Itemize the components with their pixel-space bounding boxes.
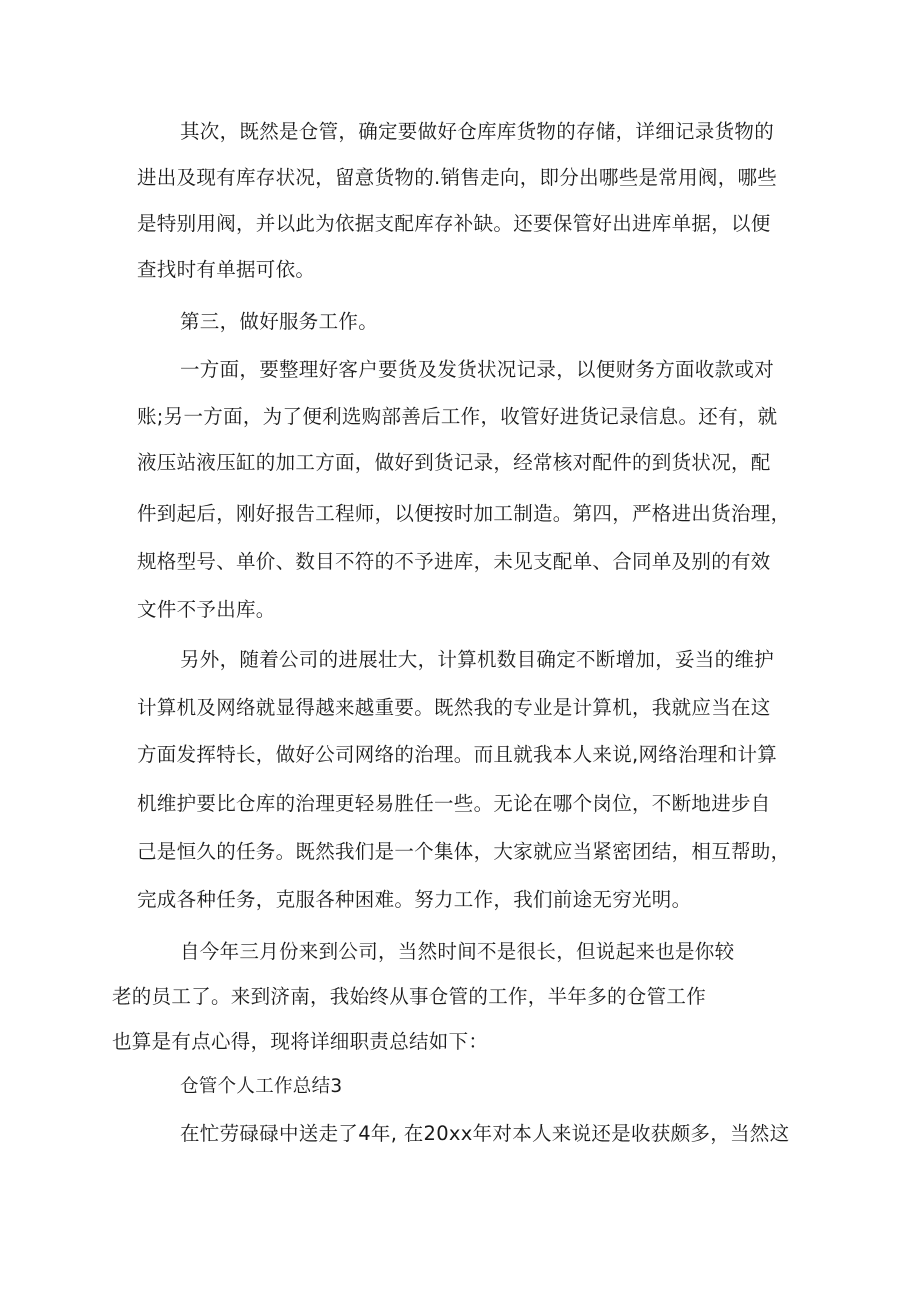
text-line: 计算机及网络就显得越来越重要。既然我的专业是计算机，我就应当在这	[137, 696, 771, 719]
text-line: 是特别用阀，并以此为依据支配库存补缺。还要保管好出进库单据，以便	[137, 212, 771, 235]
section-heading: 第三，做好服务工作。	[180, 310, 379, 333]
section-title: 仓管个人工作总结3	[180, 1076, 343, 1097]
text-line: 规格型号、单价、数目不符的不予进库，未见支配单、合同单及别的有效	[137, 550, 771, 573]
text-line: 机维护要比仓库的治理更轻易胜任一些。无论在哪个岗位，不断地进步自	[137, 792, 771, 815]
text-line: 液压站液压缸的加工方面，做好到货记录，经常核对配件的到货状况，配	[137, 451, 771, 474]
text-line: 老的员工了。来到济南，我始终从事仓管的工作，半年多的仓管工作	[112, 985, 707, 1008]
text-line: 文件不予出库。	[137, 598, 276, 621]
text-line: 另外，随着公司的进展壮大，计算机数目确定不断增加，妥当的维护	[180, 648, 775, 671]
text-line: 一方面，要整理好客户要货及发货状况记录，以便财务方面收款或对	[180, 358, 775, 381]
text-line: 查找时有单据可依。	[137, 258, 316, 281]
text-line: 也算是有点心得，现将详细职责总结如下：	[112, 1030, 489, 1053]
text-line: 其次，既然是仓管，确定要做好仓库库货物的存储，详细记录货物的	[180, 120, 775, 143]
text-line: 件到起后，刚好报告工程师，以便按时加工制造。第四，严格进出货治理，	[137, 502, 791, 525]
text-line: 在忙劳碌碌中送走了4年, 在20xx年对本人来说还是收获颇多，当然这	[180, 1122, 790, 1145]
text-line: 进出及现有库存状况，留意货物的.销售走向，即分出哪些是常用阀，哪些	[137, 166, 778, 189]
text-line: 完成各种任务，克服各种困难。努力工作，我们前途无穷光明。	[137, 888, 692, 911]
text-line: 自今年三月份来到公司，当然时间不是很长，但说起来也是你较	[180, 940, 735, 963]
text-line: 己是恒久的任务。既然我们是一个集体，大家就应当紧密团结，相互帮助，	[137, 840, 791, 863]
text-line: 账;另一方面，为了便利选购部善后工作，收管好进货记录信息。还有，就	[137, 405, 778, 428]
text-line: 方面发挥特长，做好公司网络的治理。而且就我本人来说,网络治理和计算	[137, 743, 778, 766]
